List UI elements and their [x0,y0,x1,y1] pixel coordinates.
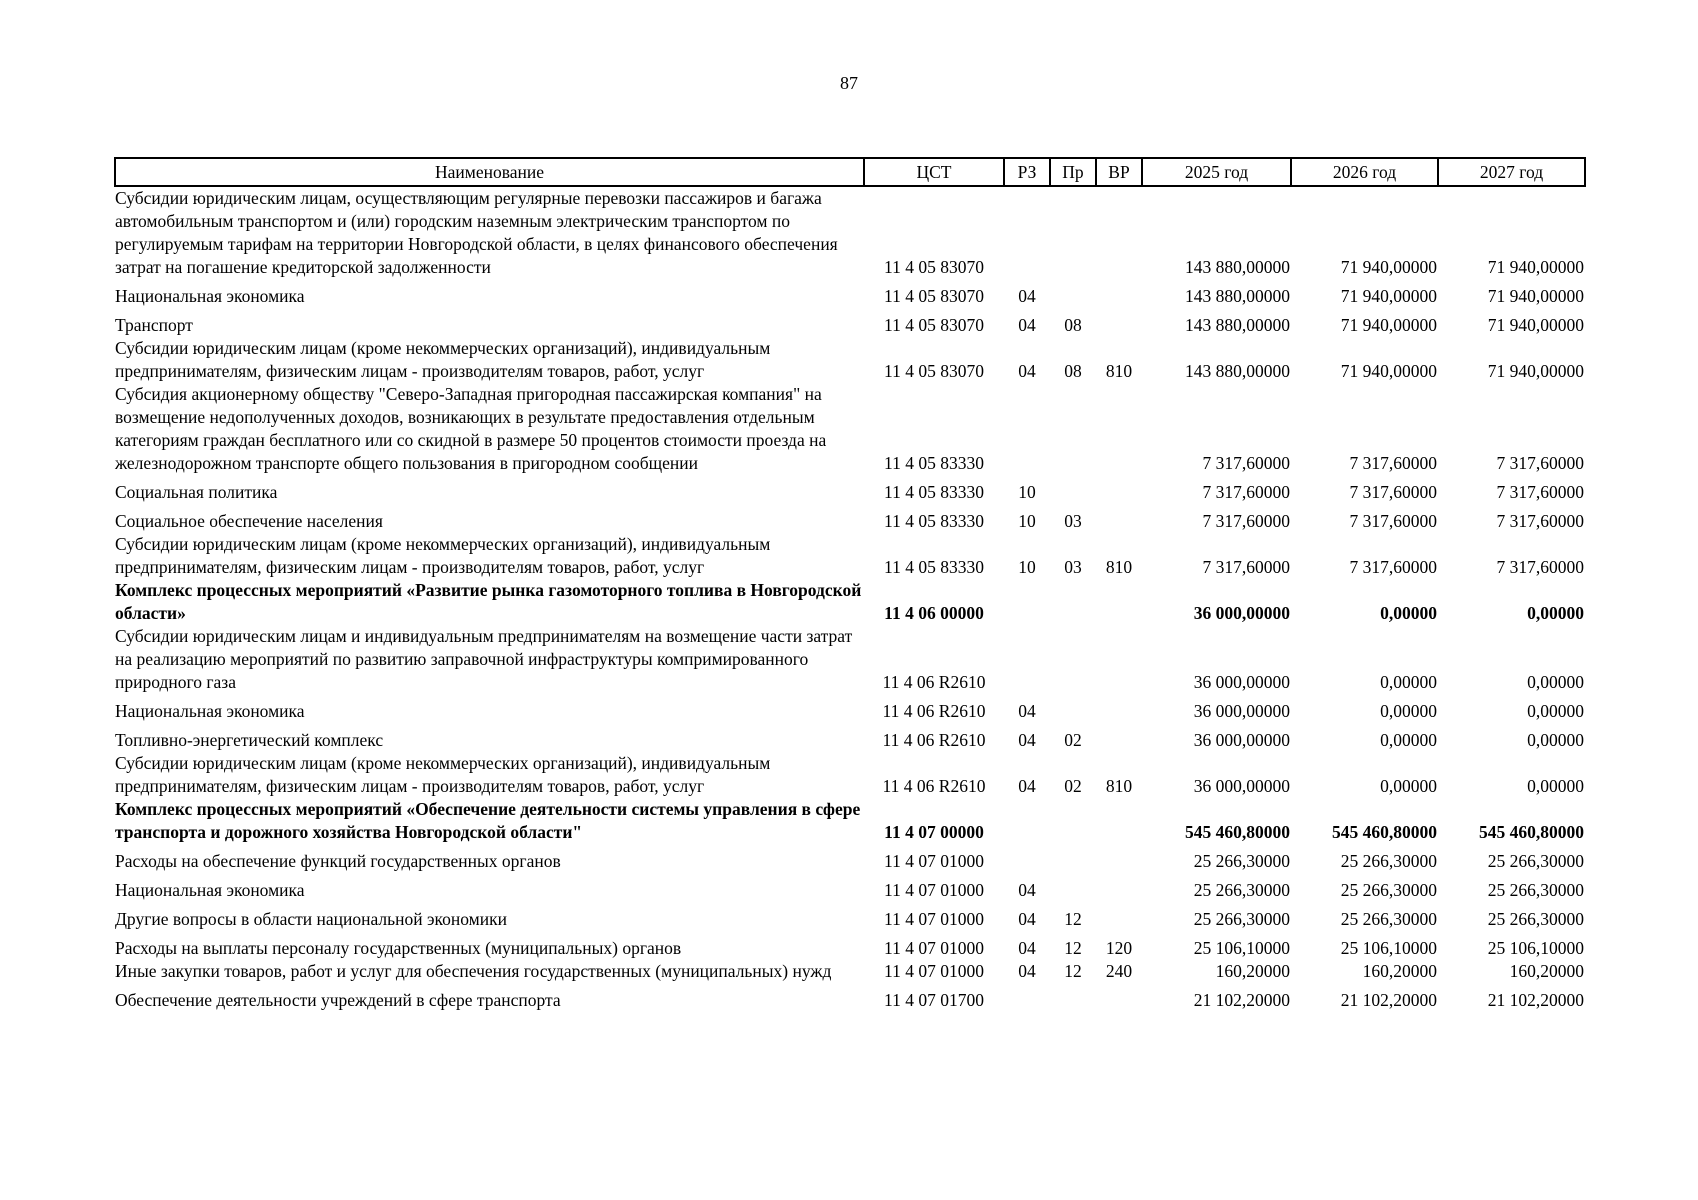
budget-table [114,157,1586,1012]
cell-2026: 71 940,00000 [1340,257,1437,277]
cell-2026: 7 317,60000 [1349,482,1437,502]
cell-cst: 11 4 05 83330 [884,557,984,577]
cell-2027: 71 940,00000 [1487,315,1584,335]
cell-2026: 25 106,10000 [1340,938,1437,958]
cell-cst: 11 4 06 R2610 [882,730,986,750]
cell-vr [1096,383,1142,475]
cell-2026: 0,00000 [1380,730,1437,750]
cell-pr [1050,383,1096,475]
cell-name: Иные закупки товаров, работ и услуг для обеспечения государственных (муниципальных) нужд [115,961,832,981]
cell-pr: 12 [1064,961,1082,981]
cell-name: Социальная политика [115,482,278,502]
table-row [115,625,1585,694]
cell-name: Субсидии юридическим лицам (кроме некоммерческих организаций), индивидуальным предпринимателям, физическим лицам - производителям товаров, работ, услуг [115,534,771,577]
cell-name: Комплекс процессных мероприятий «Развитие рынка газомоторного топлива в Новгородской области» [115,580,862,623]
cell-2026: 25 266,30000 [1340,909,1437,929]
cell-pr [1050,844,1096,873]
cell-cst: 11 4 07 01700 [884,990,984,1010]
cell-pr: 12 [1064,909,1082,929]
cell-2027: 0,00000 [1527,603,1584,623]
cell-rz [1004,798,1050,844]
cell-vr [1096,844,1142,873]
cell-2027: 25 106,10000 [1487,938,1584,958]
cell-cst: 11 4 07 01000 [884,851,984,871]
cell-2025: 143 880,00000 [1185,315,1290,335]
cell-pr: 03 [1064,511,1082,531]
cell-pr [1050,694,1096,723]
cell-2027: 7 317,60000 [1496,557,1584,577]
table-header-row [115,158,1585,186]
header-2025: 2025 год [1142,158,1291,186]
cell-2025: 143 880,00000 [1185,257,1290,277]
cell-cst: 11 4 05 83070 [884,361,984,381]
table-row [115,798,1585,844]
cell-name: Национальная экономика [115,880,305,900]
cell-rz: 04 [1018,286,1036,306]
cell-cst: 11 4 07 01000 [884,938,984,958]
cell-vr [1096,579,1142,625]
cell-2027: 25 266,30000 [1487,909,1584,929]
cell-2025: 143 880,00000 [1185,286,1290,306]
cell-pr [1050,186,1096,279]
cell-2025: 36 000,00000 [1193,701,1290,721]
cell-name: Социальное обеспечение населения [115,511,383,531]
table-body [115,186,1585,1012]
cell-2027: 71 940,00000 [1487,257,1584,277]
cell-rz: 10 [1018,557,1036,577]
cell-name: Комплекс процессных мероприятий «Обеспечение деятельности системы управления в сфере транспорта и дорожного хозяйства Новгородской области" [115,799,861,842]
cell-2026: 25 266,30000 [1340,851,1437,871]
cell-vr [1096,983,1142,1012]
header-cst: ЦСТ [864,158,1004,186]
table-row [115,844,1585,873]
cell-cst: 11 4 05 83070 [884,315,984,335]
cell-pr: 08 [1064,315,1082,335]
cell-cst: 11 4 07 01000 [884,961,984,981]
cell-2026: 71 940,00000 [1340,315,1437,335]
cell-2026: 71 940,00000 [1340,286,1437,306]
cell-cst: 11 4 05 83330 [884,511,984,531]
cell-2026: 21 102,20000 [1340,990,1437,1010]
cell-2026: 7 317,60000 [1349,511,1437,531]
cell-name: Национальная экономика [115,286,305,306]
table-row [115,723,1585,752]
cell-pr [1050,579,1096,625]
cell-name: Топливно-энергетический комплекс [115,730,384,750]
cell-cst: 11 4 06 00000 [884,603,984,623]
cell-2026: 7 317,60000 [1349,557,1437,577]
cell-2025: 36 000,00000 [1193,730,1290,750]
cell-vr [1096,186,1142,279]
cell-name: Расходы на выплаты персоналу государственных (муниципальных) органов [115,938,682,958]
cell-name: Другие вопросы в области национальной экономики [115,909,507,929]
cell-2027: 0,00000 [1527,672,1584,692]
cell-2026: 0,00000 [1380,776,1437,796]
cell-2025: 25 106,10000 [1193,938,1290,958]
cell-rz [1004,844,1050,873]
cell-name: Субсидии юридическим лицам (кроме некоммерческих организаций), индивидуальным предпринимателям, физическим лицам - производителям товаров, работ, услуг [115,753,771,796]
cell-pr [1050,475,1096,504]
cell-cst: 11 4 06 R2610 [882,776,986,796]
cell-rz [1004,579,1050,625]
table-row [115,533,1585,579]
table-row [115,337,1585,383]
cell-2025: 36 000,00000 [1193,776,1290,796]
cell-2027: 160,20000 [1509,961,1584,981]
cell-2025: 21 102,20000 [1193,990,1290,1010]
cell-pr: 02 [1064,730,1082,750]
cell-2026: 0,00000 [1380,701,1437,721]
cell-name: Национальная экономика [115,701,305,721]
cell-pr: 12 [1064,938,1082,958]
cell-2027: 21 102,20000 [1487,990,1584,1010]
table-row [115,504,1585,533]
header-name: Наименование [115,158,864,186]
cell-vr [1096,475,1142,504]
cell-name: Транспорт [115,315,193,335]
cell-cst: 11 4 05 83330 [884,453,984,473]
cell-2025: 7 317,60000 [1202,453,1290,473]
cell-rz: 04 [1018,315,1036,335]
page-number: 87 [840,73,858,93]
cell-vr [1096,798,1142,844]
cell-rz: 04 [1018,909,1036,929]
cell-2025: 25 266,30000 [1193,880,1290,900]
cell-2027: 25 266,30000 [1487,880,1584,900]
table-row [115,279,1585,308]
cell-rz: 04 [1018,776,1036,796]
cell-name: Обеспечение деятельности учреждений в сфере транспорта [115,990,561,1010]
header-rz: РЗ [1004,158,1050,186]
cell-2025: 7 317,60000 [1202,482,1290,502]
cell-2025: 7 317,60000 [1202,557,1290,577]
cell-cst: 11 4 05 83070 [884,286,984,306]
cell-pr [1050,983,1096,1012]
cell-rz [1004,186,1050,279]
cell-name: Субсидии юридическим лицам (кроме некоммерческих организаций), индивидуальным предпринимателям, физическим лицам - производителям товаров, работ, услуг [115,338,771,381]
cell-cst: 11 4 07 01000 [884,909,984,929]
cell-rz: 04 [1018,730,1036,750]
cell-vr: 240 [1105,961,1133,981]
cell-pr [1050,625,1096,694]
cell-2027: 71 940,00000 [1487,286,1584,306]
cell-pr [1050,873,1096,902]
cell-rz [1004,383,1050,475]
cell-2027: 71 940,00000 [1487,361,1584,381]
cell-cst: 11 4 07 01000 [884,880,984,900]
table-row [115,579,1585,625]
cell-cst: 11 4 05 83070 [884,257,984,277]
cell-name: Субсидия акционерному обществу "Северо-Западная пригородная пассажирская компания" на возмещение недополученных доходов, возникающих в результате предоставления отдельным категориям граждан бесплатного или со скидной в размере 50 процентов стоимости проезда на железнодорожном транспорте общего пользования в пригородном сообщении [115,384,827,473]
cell-2025: 36 000,00000 [1193,603,1290,623]
cell-2025: 25 266,30000 [1193,851,1290,871]
cell-vr: 810 [1105,776,1133,796]
cell-2027: 545 460,80000 [1479,822,1584,842]
cell-cst: 11 4 07 00000 [884,822,984,842]
header-pr: Пр [1050,158,1096,186]
cell-2026: 0,00000 [1380,672,1437,692]
table-row [115,902,1585,931]
table-row [115,873,1585,902]
cell-cst: 11 4 06 R2610 [882,672,986,692]
cell-2025: 36 000,00000 [1193,672,1290,692]
cell-2027: 25 266,30000 [1487,851,1584,871]
cell-2026: 25 266,30000 [1340,880,1437,900]
cell-rz: 04 [1018,701,1036,721]
cell-cst: 11 4 05 83330 [884,482,984,502]
cell-vr [1096,902,1142,931]
cell-2027: 0,00000 [1527,776,1584,796]
table-row [115,383,1585,475]
cell-2027: 0,00000 [1527,730,1584,750]
cell-vr: 810 [1105,557,1133,577]
table-row [115,186,1585,279]
cell-vr [1096,723,1142,752]
cell-2026: 545 460,80000 [1332,822,1437,842]
header-vr: ВР [1096,158,1142,186]
cell-2027: 0,00000 [1527,701,1584,721]
table-row [115,983,1585,1012]
cell-rz [1004,625,1050,694]
cell-vr [1096,625,1142,694]
cell-vr [1096,279,1142,308]
cell-2026: 160,20000 [1362,961,1437,981]
cell-pr [1050,798,1096,844]
cell-rz: 04 [1018,961,1036,981]
table-row [115,931,1585,960]
cell-name: Субсидии юридическим лицам и индивидуальным предпринимателям на возмещение части затрат на реализацию мероприятий по развитию заправочной инфраструктуры компримированного природного газа [115,626,853,692]
cell-name: Субсидии юридическим лицам, осуществляющим регулярные перевозки пассажиров и багажа автомобильным транспортом и (или) городским наземным электрическим транспортом по регулируемым тарифам на территории Новгородской области, в целях финансового обеспечения затрат на погашение кредиторской задолженности [115,188,838,277]
cell-vr [1096,308,1142,337]
cell-pr: 03 [1064,557,1082,577]
table-row [115,308,1585,337]
cell-vr: 120 [1105,938,1133,958]
table-row [115,960,1585,983]
cell-2027: 7 317,60000 [1496,453,1584,473]
cell-vr: 810 [1105,361,1133,381]
cell-pr: 08 [1064,361,1082,381]
cell-2025: 25 266,30000 [1193,909,1290,929]
cell-2026: 7 317,60000 [1349,453,1437,473]
cell-2026: 0,00000 [1380,603,1437,623]
cell-2025: 160,20000 [1215,961,1290,981]
cell-rz: 10 [1018,511,1036,531]
cell-rz: 10 [1018,482,1036,502]
header-2026: 2026 год [1291,158,1438,186]
cell-2026: 71 940,00000 [1340,361,1437,381]
cell-vr [1096,694,1142,723]
cell-vr [1096,504,1142,533]
cell-rz [1004,983,1050,1012]
table-row [115,475,1585,504]
table-row [115,694,1585,723]
cell-rz: 04 [1018,880,1036,900]
cell-name: Расходы на обеспечение функций государственных органов [115,851,561,871]
cell-pr [1050,279,1096,308]
cell-rz: 04 [1018,361,1036,381]
table-row [115,752,1585,798]
cell-vr [1096,873,1142,902]
header-2027: 2027 год [1438,158,1585,186]
cell-2025: 143 880,00000 [1185,361,1290,381]
cell-2025: 545 460,80000 [1185,822,1290,842]
cell-2027: 7 317,60000 [1496,511,1584,531]
cell-cst: 11 4 06 R2610 [882,701,986,721]
cell-rz: 04 [1018,938,1036,958]
cell-2027: 7 317,60000 [1496,482,1584,502]
cell-pr: 02 [1064,776,1082,796]
cell-2025: 7 317,60000 [1202,511,1290,531]
